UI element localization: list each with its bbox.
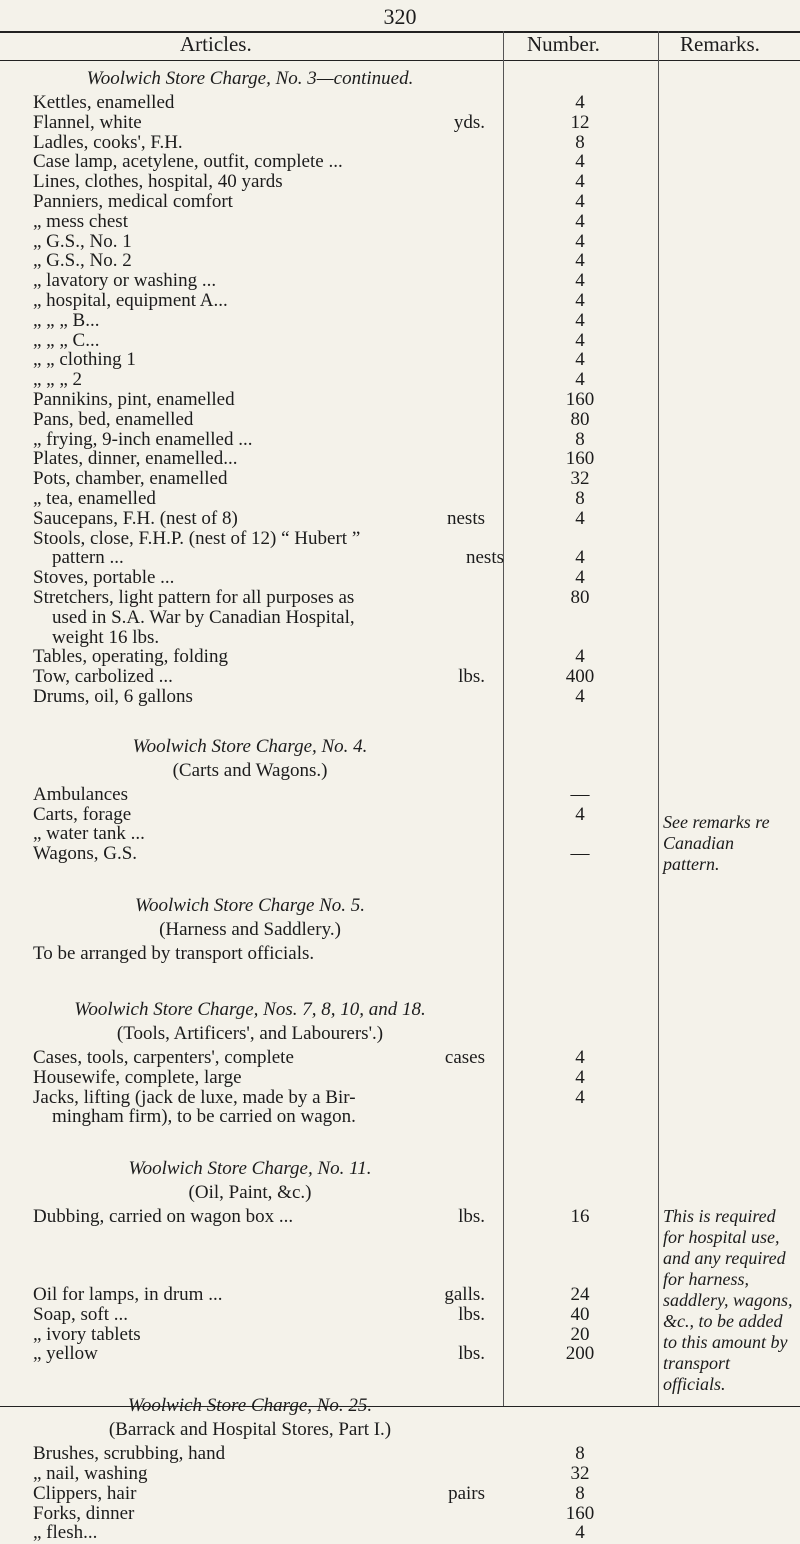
- list-item: [33, 823, 503, 845]
- list-item: [33, 1522, 503, 1544]
- list-item: [52, 607, 522, 629]
- list-item: [33, 646, 503, 668]
- item-number: 400: [565, 666, 595, 688]
- item-text: Carts, forage: [33, 803, 132, 825]
- item-number: 4: [575, 803, 585, 825]
- page-number: 320: [383, 4, 417, 29]
- remark-text: This is required for hospital use, and any required for harness, saddlery, wagons, &c., to be added to this amount by transport officials.: [663, 1206, 793, 1395]
- list-item: [33, 429, 503, 451]
- section-title: Woolwich Store Charge, No. 4.: [132, 735, 368, 757]
- item-unit: lbs.: [458, 1206, 485, 1228]
- list-item: [33, 409, 503, 431]
- section-title: Woolwich Store Charge No. 5.: [134, 895, 366, 916]
- list-item: [33, 191, 503, 213]
- item-text: „ lavatory or washing ...: [33, 270, 217, 292]
- item-text: „ „ clothing 1: [33, 349, 136, 371]
- item-text: Tables, operating, folding: [33, 646, 228, 668]
- list-item: [33, 508, 503, 530]
- remark-text: See remarks re Canadian pattern.: [663, 811, 770, 874]
- item-number: 12: [570, 111, 590, 133]
- item-number: 4: [575, 171, 585, 193]
- list-item: [33, 270, 503, 292]
- header-articles: Articles.: [180, 32, 252, 56]
- list-item: [33, 310, 503, 332]
- item-text: Pans, bed, enamelled: [33, 408, 194, 430]
- section-title: Woolwich Store Charge, Nos. 7, 8, 10, and 18.: [74, 999, 426, 1020]
- item-number: 4: [575, 92, 585, 113]
- item-text: Case lamp, acetylene, outfit, complete ...: [33, 151, 343, 173]
- item-text: Stoves, portable ...: [33, 567, 175, 589]
- list-item: [33, 171, 503, 193]
- item-text: Tow, carbolized ...: [33, 666, 173, 688]
- list-item: [52, 627, 522, 649]
- list-item: [33, 1443, 503, 1465]
- item-number: 80: [570, 587, 590, 608]
- item-text: „ „ „ C...: [33, 329, 100, 351]
- item-number: 32: [570, 468, 590, 490]
- list-item: [52, 547, 522, 569]
- item-number: 80: [570, 408, 590, 430]
- item-number: 8: [575, 131, 585, 153]
- section-subtitle: (Harness and Saddlery.): [159, 919, 341, 940]
- item-text: „ G.S., No. 2: [33, 250, 132, 272]
- item-number: 160: [565, 448, 595, 470]
- list-item: [33, 92, 503, 114]
- list-item: [33, 1284, 503, 1306]
- item-number: 4: [575, 1086, 585, 1108]
- item-unit: lbs.: [458, 1303, 485, 1325]
- item-text: „ yellow: [33, 1343, 98, 1365]
- item-text: Pannikins, pint, enamelled: [33, 389, 235, 410]
- list-item: [33, 132, 503, 154]
- section-subtitle: (Barrack and Hospital Stores, Part I.): [108, 1419, 392, 1441]
- item-number: 4: [575, 230, 585, 252]
- item-number: 4: [575, 686, 585, 707]
- item-number: 4: [575, 646, 585, 668]
- item-text: Ambulances: [33, 783, 128, 805]
- list-item: [33, 784, 503, 806]
- list-item: [33, 330, 503, 352]
- item-text: „ „ „ 2: [33, 369, 83, 391]
- list-item: [33, 1483, 503, 1505]
- item-number: 4: [575, 1047, 585, 1068]
- list-item: [33, 468, 503, 490]
- list-item: [33, 567, 503, 589]
- item-number: 4: [575, 507, 585, 529]
- item-text: Saucepans, F.H. (nest of 8): [33, 507, 238, 529]
- item-number: 16: [570, 1206, 590, 1228]
- item-unit: yds.: [453, 111, 485, 133]
- list-item: [33, 151, 503, 173]
- section-note: To be arranged by transport officials.: [33, 943, 315, 964]
- item-number: 4: [575, 290, 585, 311]
- header-remarks: Remarks.: [680, 32, 760, 56]
- item-number: 4: [575, 210, 585, 232]
- list-item: [33, 389, 503, 411]
- item-number: 40: [570, 1303, 590, 1325]
- item-unit: lbs.: [458, 666, 485, 688]
- item-number: 200: [565, 1343, 595, 1365]
- item-number: 4: [575, 567, 585, 589]
- header-number: Number.: [527, 32, 600, 56]
- section-subtitle: (Carts and Wagons.): [172, 759, 328, 781]
- item-text: „ nail, washing: [33, 1463, 148, 1484]
- list-item: [33, 843, 503, 865]
- item-number: 20: [570, 1323, 590, 1345]
- item-unit: cases: [444, 1047, 485, 1068]
- item-number: 4: [575, 1522, 585, 1544]
- item-number: 8: [575, 1443, 585, 1465]
- item-text: „ „ „ B...: [33, 309, 100, 331]
- item-text: „ ivory tablets: [33, 1323, 141, 1345]
- item-number: 4: [575, 547, 585, 569]
- item-text: Plates, dinner, enamelled...: [33, 448, 238, 470]
- section-subtitle: (Tools, Artificers', and Labourers'.): [116, 1023, 384, 1044]
- list-item: [33, 250, 503, 272]
- item-number: 4: [575, 250, 585, 272]
- list-item: [33, 1304, 503, 1326]
- item-text: Stools, close, F.H.P. (nest of 12) “ Hubert ”: [33, 527, 361, 549]
- item-text: Clippers, hair: [33, 1482, 137, 1504]
- list-item: [33, 804, 503, 826]
- item-number: 8: [575, 488, 585, 509]
- item-text: used in S.A. War by Canadian Hospital,: [52, 606, 355, 628]
- item-text: Lines, clothes, hospital, 40 yards: [33, 171, 283, 193]
- item-text: „ hospital, equipment A...: [33, 290, 228, 311]
- item-text: Panniers, medical comfort: [33, 191, 233, 212]
- list-item: [33, 369, 503, 391]
- item-number: —: [570, 783, 590, 805]
- list-item: [33, 112, 503, 134]
- section-title: Woolwich Store Charge, No. 25.: [127, 1395, 373, 1417]
- item-text: Housewife, complete, large: [33, 1066, 242, 1088]
- column-divider-number: [503, 31, 504, 1406]
- list-item: [33, 1087, 503, 1109]
- list-item: [33, 290, 503, 312]
- list-item: [33, 211, 503, 233]
- list-item: [33, 1463, 503, 1485]
- item-text: Brushes, scrubbing, hand: [33, 1443, 226, 1465]
- item-text: Stretchers, light pattern for all purposes as: [33, 587, 355, 608]
- item-number: 4: [575, 1066, 585, 1088]
- list-item: [33, 231, 503, 253]
- item-text: Kettles, enamelled: [33, 92, 175, 113]
- list-item: [33, 1206, 503, 1228]
- list-item: [33, 349, 503, 371]
- item-text: „ mess chest: [33, 210, 128, 232]
- item-number: 8: [575, 1482, 585, 1504]
- item-number: 160: [565, 1502, 595, 1524]
- item-unit: lbs.: [458, 1343, 485, 1365]
- list-item: [33, 488, 503, 510]
- item-number: 32: [570, 1463, 590, 1484]
- list-item: [33, 1324, 503, 1346]
- section-title: Woolwich Store Charge, No. 3—continued.: [86, 68, 414, 89]
- item-number: 4: [575, 151, 585, 173]
- item-text: pattern ...: [52, 547, 124, 569]
- item-text: Cases, tools, carpenters', complete: [33, 1047, 294, 1068]
- item-text: „ flesh...: [33, 1522, 98, 1544]
- item-text: Jacks, lifting (jack de luxe, made by a Bir-: [33, 1086, 356, 1108]
- section-subtitle: (Oil, Paint, &c.): [188, 1182, 312, 1204]
- item-text: Oil for lamps, in drum ...: [33, 1284, 223, 1305]
- list-item: [33, 1503, 503, 1525]
- item-number: 24: [570, 1284, 590, 1305]
- item-text: Soap, soft ...: [33, 1303, 128, 1325]
- item-number: 8: [575, 428, 585, 450]
- item-number: 4: [575, 329, 585, 351]
- item-unit: nests: [447, 507, 485, 529]
- item-text: „ frying, 9-inch enamelled ...: [33, 428, 253, 450]
- header-rule: [0, 60, 800, 61]
- list-item: [33, 1343, 503, 1365]
- item-text: „ G.S., No. 1: [33, 230, 132, 252]
- item-number: 4: [575, 191, 585, 212]
- item-text: Drums, oil, 6 gallons: [33, 686, 193, 707]
- list-item: [33, 1047, 503, 1069]
- item-number: —: [570, 843, 590, 865]
- item-text: „ water tank ...: [33, 823, 145, 845]
- item-text: Flannel, white: [33, 111, 142, 133]
- list-item: [33, 1067, 503, 1089]
- item-text: mingham firm), to be carried on wagon.: [52, 1106, 356, 1128]
- item-text: Wagons, G.S.: [33, 843, 138, 865]
- list-item: [33, 666, 503, 688]
- item-unit: nests: [466, 547, 504, 569]
- item-unit: pairs: [448, 1482, 485, 1504]
- item-number: 160: [565, 389, 595, 410]
- item-number: 4: [575, 309, 585, 331]
- list-item: [52, 1106, 522, 1128]
- item-text: Ladles, cooks', F.H.: [33, 131, 183, 153]
- list-item: [33, 448, 503, 470]
- list-item: [33, 528, 503, 550]
- item-text: weight 16 lbs.: [52, 626, 160, 648]
- item-number: 4: [575, 349, 585, 371]
- item-text: Dubbing, carried on wagon box ...: [33, 1206, 294, 1228]
- list-item: [33, 686, 503, 708]
- item-text: Forks, dinner: [33, 1502, 135, 1524]
- item-number: 4: [575, 369, 585, 391]
- item-text: Pots, chamber, enamelled: [33, 468, 228, 490]
- item-number: 4: [575, 270, 585, 292]
- column-divider-remarks: [658, 31, 659, 1406]
- list-item: [33, 587, 503, 609]
- item-text: „ tea, enamelled: [33, 488, 156, 509]
- item-unit: galls.: [444, 1284, 485, 1305]
- section-title: Woolwich Store Charge, No. 11.: [128, 1158, 372, 1180]
